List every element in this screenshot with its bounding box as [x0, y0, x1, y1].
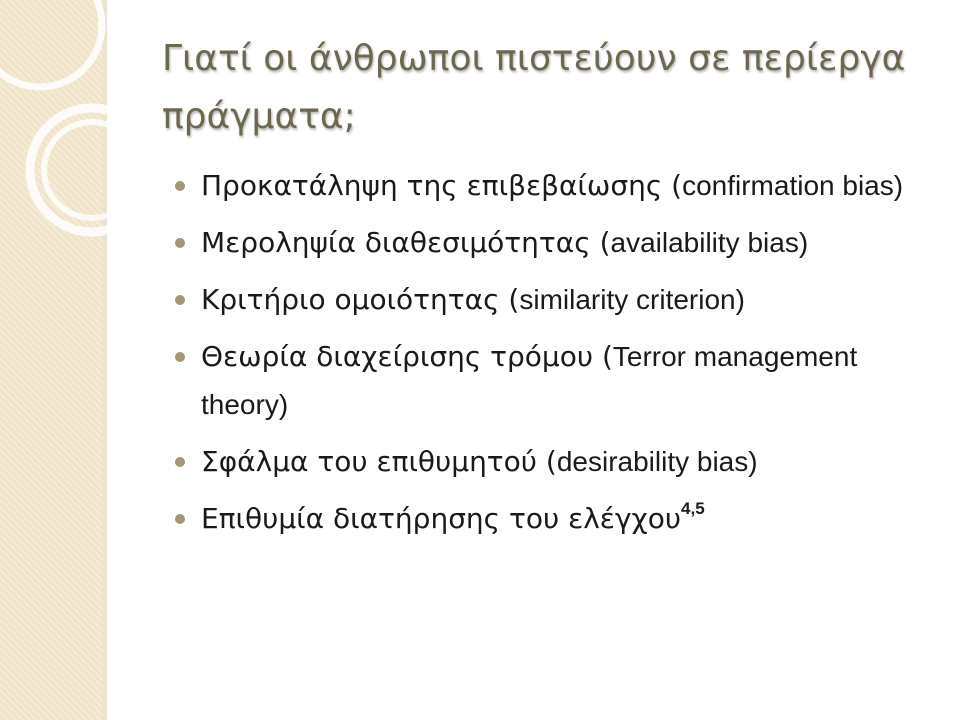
- decorative-circles: [0, 0, 140, 260]
- bullet-english-term: similarity criterion: [519, 284, 736, 315]
- bullet-close-paren: ): [748, 446, 758, 477]
- bullet-dot-icon: [175, 514, 185, 524]
- bullet-text: Προκατάληψη της επιβεβαίωσης (: [201, 169, 683, 202]
- bullet-dot-icon: [175, 238, 185, 248]
- bullet-dot-icon: [175, 181, 185, 191]
- bullet-close-paren: ): [278, 389, 289, 420]
- bullet-english-term: availability bias: [610, 227, 799, 258]
- bullet-list: [175, 162, 915, 552]
- bullet-close-paren: ): [893, 170, 904, 201]
- bullet-item: [175, 219, 915, 267]
- bullet-item: [175, 495, 915, 543]
- deco-circle-outer: [0, 0, 102, 87]
- deco-circle-inner: [44, 122, 140, 218]
- bullet-text: Κριτήριο ομοιότητας (: [201, 283, 520, 316]
- reference-superscript: 4,5: [681, 499, 705, 518]
- bullet-dot-icon: [175, 295, 185, 305]
- bullet-item: [175, 276, 915, 324]
- bullet-item: [175, 438, 915, 486]
- deco-circle-mid: [30, 108, 154, 232]
- bullet-item: [175, 162, 915, 210]
- bullet-text: Μεροληψία διαθεσιμότητας (: [201, 226, 611, 259]
- bullet-english-term: confirmation bias: [682, 170, 894, 201]
- bullet-close-paren: ): [798, 227, 809, 258]
- bullet-item: [175, 333, 915, 429]
- bullet-dot-icon: [175, 457, 185, 467]
- bullet-text: Θεωρία διαχείρισης τρόμου (: [201, 340, 613, 373]
- bullet-close-paren: ): [735, 284, 745, 315]
- bullet-english-term: Terror management theory: [201, 341, 858, 420]
- slide-title: Γιατί οι άνθρωποι πιστεύουν σε περίεργα πράγματα;: [162, 38, 906, 137]
- bullet-english-term: desirability bias: [556, 446, 749, 477]
- bullet-dot-icon: [175, 352, 185, 362]
- bullet-text: Σφάλμα του επιθυμητού (: [201, 445, 557, 478]
- bullet-text: Επιθυμία διατήρησης του ελέγχου: [201, 502, 682, 535]
